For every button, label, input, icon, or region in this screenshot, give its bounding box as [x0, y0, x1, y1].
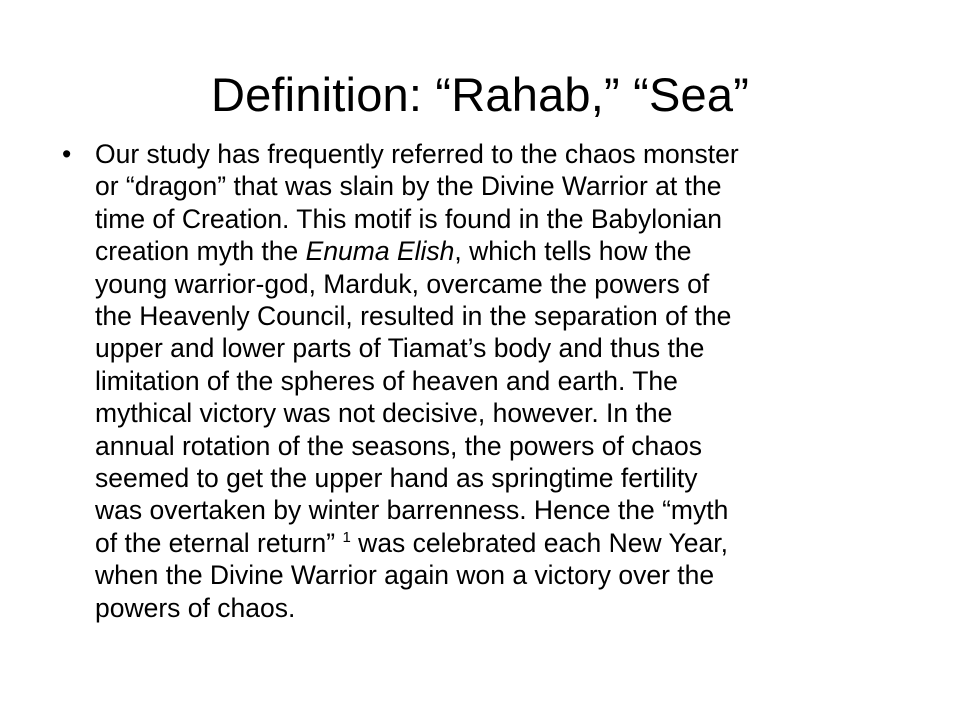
paragraph-line: was overtaken by winter barrenness. Hence the “myth	[95, 495, 729, 526]
bullet-icon: •	[62, 139, 72, 169]
bullet-item	[62, 138, 920, 624]
paragraph-line: mythical victory was not decisive, however. In the	[95, 398, 673, 429]
slide-title: Definition: “Rahab,” “Sea”	[210, 68, 750, 121]
paragraph-line	[95, 527, 920, 559]
paragraph-line: young warrior-god, Marduk, overcame the powers of	[95, 268, 710, 299]
paragraph-line: time of Creation. This motif is found in the Babylonian	[95, 203, 723, 234]
paragraph-text: was celebrated each New Year,	[350, 527, 728, 558]
paragraph-line: powers of chaos.	[95, 592, 296, 623]
bullet-paragraph	[95, 138, 920, 624]
paragraph-line: Our study has frequently referred to the chaos monster	[95, 139, 739, 169]
slide-body	[62, 138, 920, 624]
paragraph-line: when the Divine Warrior again won a victory over the	[95, 560, 715, 591]
paragraph-line: seemed to get the upper hand as springtime fertility	[95, 463, 698, 494]
paragraph-text: creation myth the	[95, 236, 306, 267]
paragraph-line: upper and lower parts of Tiamat’s body and thus the	[95, 333, 705, 364]
paragraph-line: or “dragon” that was slain by the Divine Warrior at the	[95, 171, 722, 202]
paragraph-text: of the eternal return”	[95, 527, 343, 558]
paragraph-line: annual rotation of the seasons, the powers of chaos	[95, 430, 702, 461]
paragraph-line: limitation of the spheres of heaven and earth. The	[95, 365, 678, 396]
paragraph-line	[95, 235, 920, 267]
paragraph-line: the Heavenly Council, resulted in the separation of the	[95, 301, 732, 332]
paragraph-text: , which tells how the	[454, 236, 692, 267]
footnote-marker: 1	[342, 528, 351, 546]
book-title-enuma-elish: Enuma Elish	[305, 236, 455, 267]
